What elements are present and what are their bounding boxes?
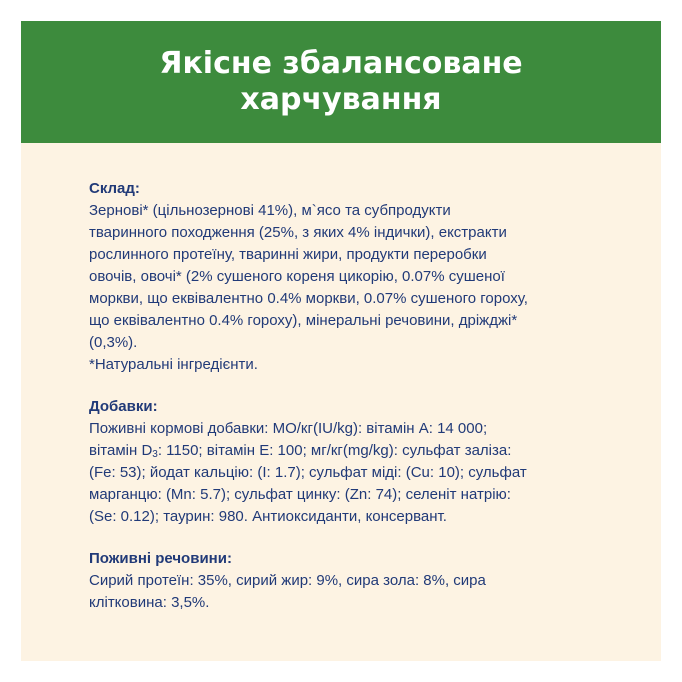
nutrients-body (89, 570, 609, 614)
info-card (21, 21, 661, 661)
nutrients-section (89, 548, 609, 614)
additives-heading: Добавки: (89, 398, 158, 415)
content-area (89, 178, 609, 634)
additives-line-rest: : 1150; вітамін Е: 100; мг/кг(mg/kg): сульфат заліза: (157, 442, 512, 459)
composition-footnote: *Натуральні інгредієнти. (89, 356, 258, 373)
nutrients-line: клітковина: 3,5%. (89, 594, 210, 611)
composition-line: моркви, що еквівалентно 0.4% моркви, 0.07% сушеного гороху, (89, 290, 528, 307)
additives-line: (Fe: 53); йодат кальцію: (I: 1.7); сульфат міді: (Cu: 10); сульфат (89, 464, 527, 481)
additives-line (89, 440, 609, 462)
header-banner (21, 21, 661, 143)
nutrients-line: Сирий протеїн: 35%, сирий жир: 9%, сира зола: 8%, сира (89, 572, 486, 589)
vitamin-d-label: вітамін D (89, 442, 153, 459)
vitamin-d-subscript: 3 (152, 449, 158, 460)
composition-body (89, 200, 609, 376)
additives-line: Поживні кормові добавки: МО/кг(IU/kg): вітамін А: 14 000; (89, 420, 488, 437)
composition-line: що еквівалентно 0.4% гороху), мінеральні речовини, дріжджі* (89, 312, 518, 329)
additives-line: марганцю: (Mn: 5.7); сульфат цинку: (Zn: 74); селеніт натрію: (89, 486, 511, 503)
title-line-1: Якісне збалансоване (159, 46, 523, 81)
composition-heading: Склад: (89, 180, 140, 197)
additives-body (89, 418, 609, 528)
title-line-2: харчування (240, 82, 442, 117)
composition-line: (0,3%). (89, 334, 138, 351)
additives-section (89, 396, 609, 528)
composition-line: овочів, овочі* (2% сушеного кореня цикорію, 0.07% сушеної (89, 268, 505, 285)
nutrients-heading: Поживні речовини: (89, 550, 232, 567)
composition-line: рослинного протеїну, тваринні жири, продукти переробки (89, 246, 487, 263)
additives-line: (Se: 0.12); таурин: 980. Антиоксиданти, консервант. (89, 508, 447, 525)
composition-line: тваринного походження (25%, з яких 4% індички), екстракти (89, 224, 507, 241)
page-title (159, 46, 522, 118)
composition-line: Зернові* (цільнозернові 41%), м`ясо та субпродукти (89, 202, 451, 219)
composition-section (89, 178, 609, 376)
